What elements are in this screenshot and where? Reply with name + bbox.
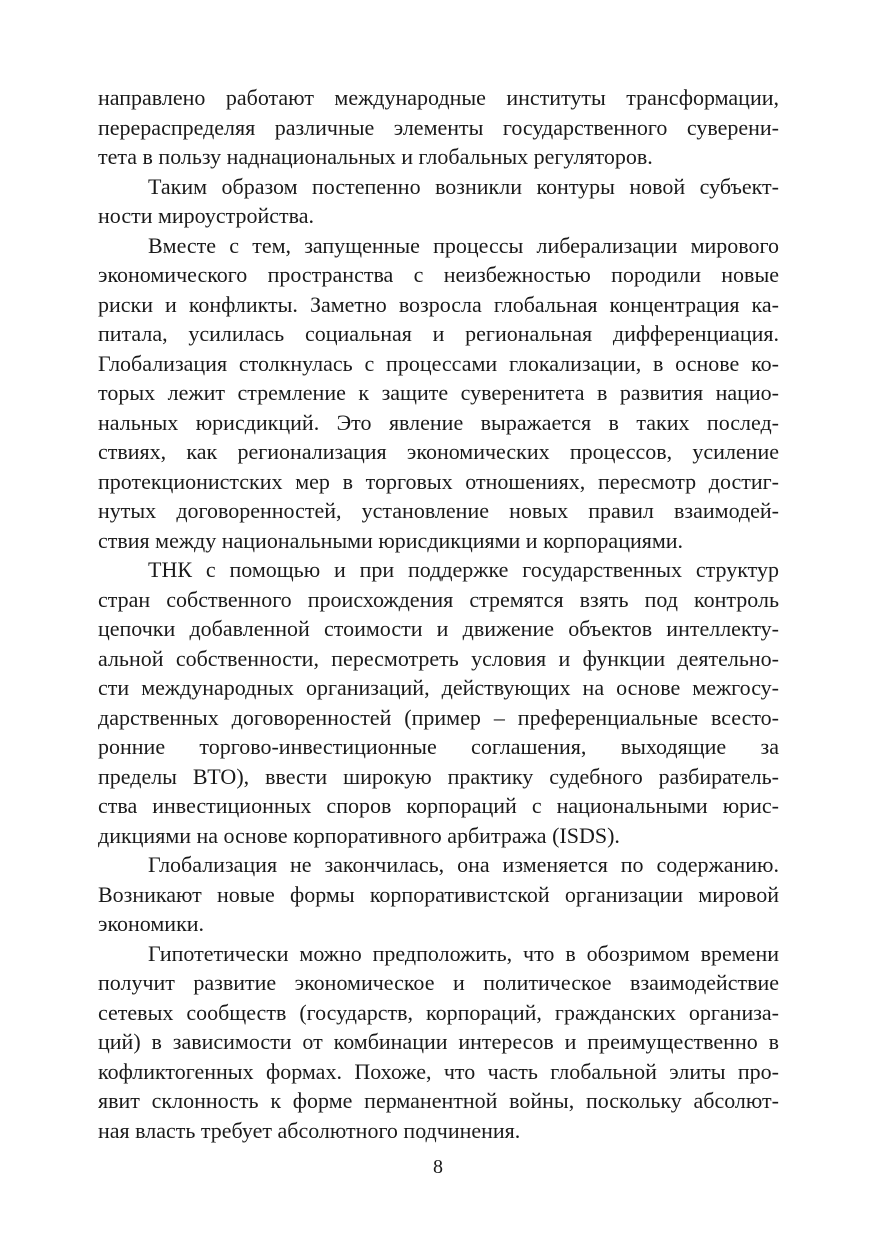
text-line: кофликтогенных формах. Похоже, что часть глобальной элиты про- bbox=[98, 1058, 779, 1084]
text-line: ТНК с помощью и при поддержке государственных структур bbox=[148, 557, 779, 582]
text-line: получит развитие экономическое и политическое взаимодействие bbox=[98, 970, 779, 995]
text-line: ности мироустройства. bbox=[98, 203, 314, 228]
text-line: Глобализация не закончилась, она изменяется по содержанию. bbox=[148, 852, 779, 877]
text-line: Таким образом постепенно возникли контуры новой субъект- bbox=[148, 173, 779, 199]
text-line: дарственных договоренностей (пример – преференциальные всесто- bbox=[98, 704, 779, 730]
text-line: экономического пространства с неизбежностью породили новые bbox=[98, 262, 779, 287]
text-line: ствиях, как регионализация экономических процессов, усиление bbox=[98, 439, 779, 464]
text-line: Глобализация столкнулась с процессами глокализации, в основе ко- bbox=[98, 350, 779, 376]
text-line: сти международных организаций, действующих на основе межгосу- bbox=[98, 675, 779, 700]
page-number: 8 bbox=[433, 1156, 443, 1178]
text-line: ций) в зависимости от комбинации интересов и преимущественно в bbox=[98, 1029, 779, 1054]
text-line: нутых договоренностей, установление новых правил взаимодей- bbox=[98, 498, 779, 523]
text-line: пределы ВТО), ввести широкую практику судебного разбиратель- bbox=[98, 763, 779, 789]
text-line: питала, усилилась социальная и региональная дифференциация. bbox=[98, 321, 779, 346]
paragraph-5 bbox=[98, 850, 779, 939]
paragraph-3 bbox=[98, 231, 779, 556]
text-line: альной собственности, пересмотреть условия и функции деятельно- bbox=[98, 645, 779, 671]
text-line: протекционистских мер в торговых отношениях, пересмотр достиг- bbox=[98, 468, 779, 494]
text-line: экономики. bbox=[98, 911, 205, 936]
text-line: тета в пользу наднациональных и глобальных регуляторов. bbox=[98, 144, 653, 169]
text-line: риски и конфликты. Заметно возросла глобальная концентрация ка- bbox=[98, 291, 779, 317]
text-line: ронние торгово-инвестиционные соглашения, выходящие за bbox=[98, 734, 779, 759]
text-line: направлено работают международные институты трансформации, bbox=[98, 85, 779, 110]
text-line: торых лежит стремление к защите суверенитета в развития нацио- bbox=[98, 380, 779, 405]
text-line: нальных юрисдикций. Это явление выражается в таких послед- bbox=[98, 409, 779, 435]
text-line: явит склонность к форме перманентной войны, поскольку абсолют- bbox=[98, 1088, 779, 1113]
text-line: Возникают новые формы корпоративистской организации мировой bbox=[98, 881, 779, 907]
text-line: дикциями на основе корпоративного арбитража (ISDS). bbox=[98, 822, 620, 848]
text-line: сетевых сообществ (государств, корпораций, гражданских организа- bbox=[98, 999, 779, 1025]
text-line: ная власть требует абсолютного подчинения. bbox=[98, 1117, 521, 1143]
text-line: цепочки добавленной стоимости и движение объектов интеллекту- bbox=[98, 616, 779, 641]
text-line: стран собственного происхождения стремятся взять под контроль bbox=[98, 586, 779, 612]
text-line: ствия между национальными юрисдикциями и корпорациями. bbox=[98, 527, 684, 553]
body-text bbox=[98, 83, 779, 1145]
text-line: ства инвестиционных споров корпораций с национальными юрис- bbox=[98, 793, 779, 818]
paragraph-4 bbox=[98, 555, 779, 850]
paragraph-1 bbox=[98, 83, 779, 172]
paragraph-2 bbox=[98, 172, 779, 231]
paragraph-6 bbox=[98, 939, 779, 1146]
text-line: перераспределяя различные элементы государственного суверени- bbox=[98, 114, 779, 140]
text-line: Вместе с тем, запущенные процессы либерализации мирового bbox=[148, 232, 779, 258]
text-line: Гипотетически можно предположить, что в обозримом времени bbox=[148, 940, 779, 966]
